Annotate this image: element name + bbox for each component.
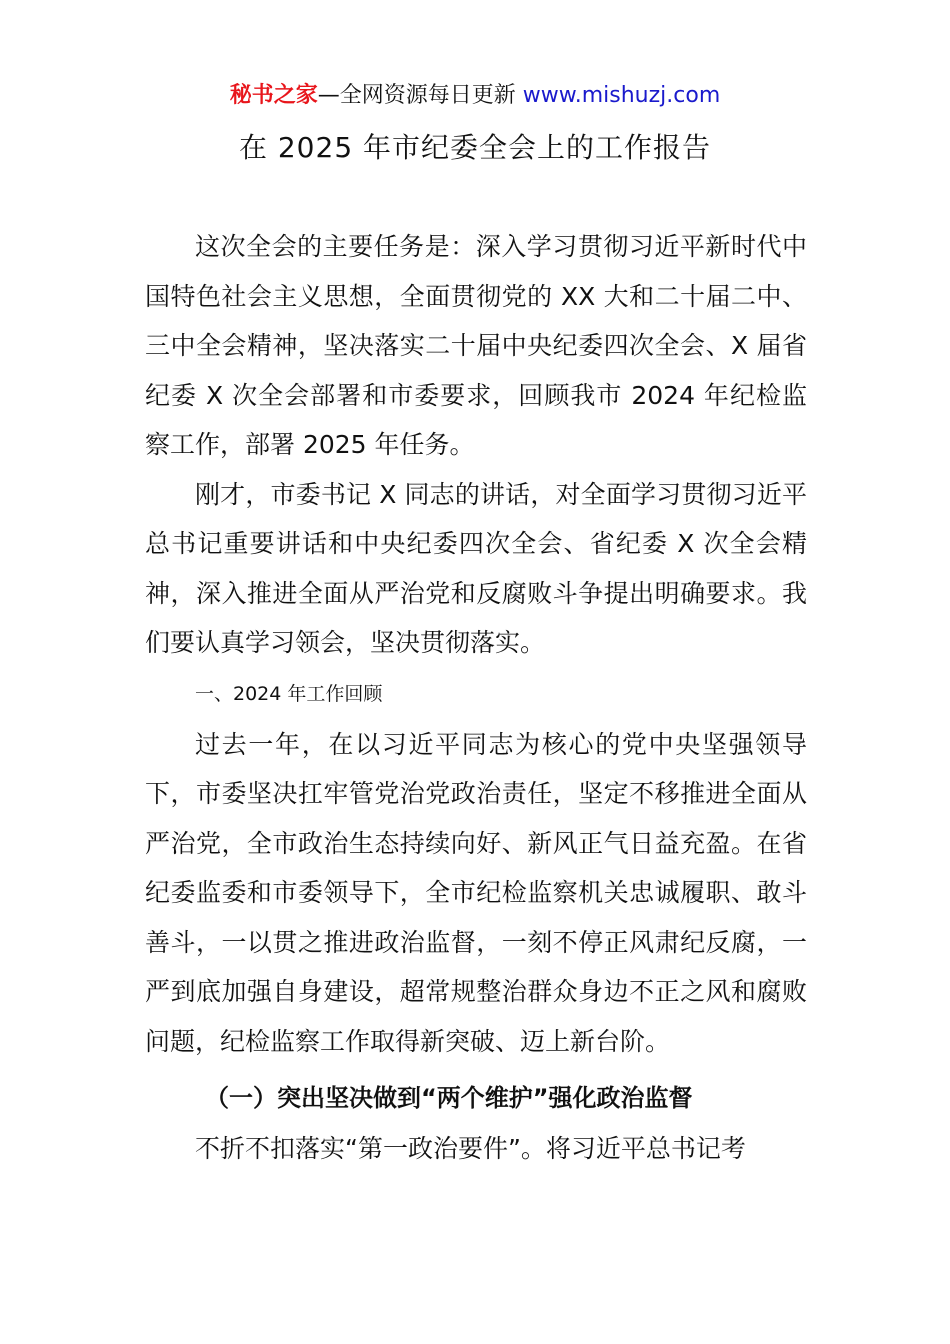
subsection-heading-1: （一）突出坚决做到“两个维护”强化政治监督: [205, 1084, 693, 1112]
document-title: 在 2025 年市纪委全会上的工作报告: [238, 131, 712, 164]
section-heading-1: 一、2024 年工作回顾: [195, 682, 383, 705]
site-url-link[interactable]: www.mishuzj.com: [522, 83, 721, 108]
intro-paragraph-2: 刚才，市委书记 X 同志的讲话，对全面学习贯彻习近平总书记重要讲话和中央纪委四次全会、省纪委 X 次全会精神，深入推进全面从严治党和反腐败斗争提出明确要求。我们要认真学习领会，坚决贯彻落实。: [145, 479, 807, 657]
site-tagline: —全网资源每日更新: [317, 83, 516, 108]
site-name: 秘书之家: [229, 83, 318, 108]
subsection-1-paragraph: 不折不扣落实“第一政治要件”。将习近平总书记考: [195, 1134, 746, 1163]
document-body: [145, 222, 807, 1174]
site-header: [0, 80, 950, 112]
section-1-paragraph: 过去一年，在以习近平同志为核心的党中央坚强领导下，市委坚决扛牢管党治党政治责任，坚定不移推进全面从严治党，全市政治生态持续向好、新风正气日益充盈。在省纪委监委和市委领导下，全市纪检监察机关忠诚履职、敢斗善斗，一以贯之推进政治监督，一刻不停正风肃纪反腐，一严到底加强自身建设，超常规整治群众身边不正之风和腐败问题，纪检监察工作取得新突破、迈上新台阶。: [145, 729, 807, 1056]
intro-paragraph-1: 这次全会的主要任务是：深入学习贯彻习近平新时代中国特色社会主义思想，全面贯彻党的 XX 大和二十届二中、三中全会精神，坚决落实二十届中央纪委四次全会、X 届省纪委 X 次全会部署和市委要求，回顾我市 2024 年纪检监察工作，部署 2025 年任务。: [145, 232, 807, 459]
